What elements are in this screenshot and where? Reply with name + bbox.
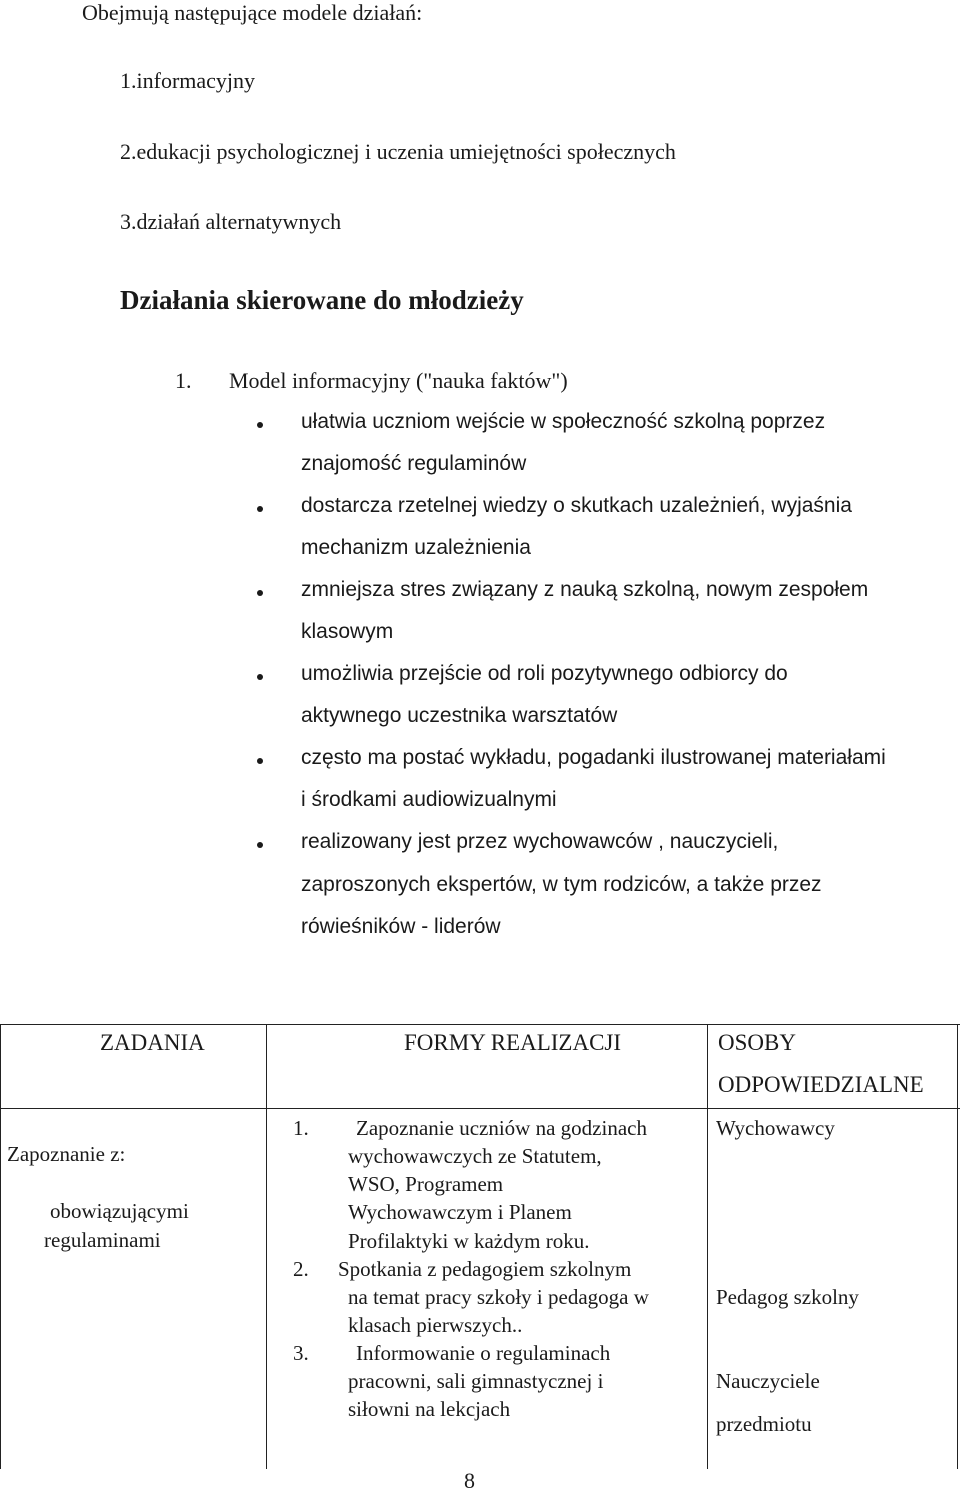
bullet-1-line-2: znajomość regulaminów [301,452,527,475]
table-col-divider-1 [266,1024,267,1469]
table-col-divider-2 [707,1024,708,1469]
form-1-line-1: Zapoznanie uczniów na godzinach [356,1116,647,1140]
table-right-border [957,1024,958,1469]
task-line-2: obowiązującymi [50,1199,189,1223]
header-forms: FORMY REALIZACJI [404,1030,622,1055]
model-item-2: 2.edukacji psychologicznej i uczenia umiejętności społecznych [120,139,676,164]
header-tasks: ZADANIA [100,1030,205,1055]
section-title: Działania skierowane do młodzieży [120,285,524,315]
bullet-dot [257,758,263,764]
bullet-2-line-1: dostarcza rzetelnej wiedzy o skutkach uzależnień, wyjaśnia [301,494,852,517]
bullet-5-line-1: często ma postać wykładu, pogadanki ilustrowanej materiałami [301,746,886,769]
person-3: Nauczyciele [716,1369,820,1393]
header-persons-line2: ODPOWIEDZIALNE [718,1072,924,1097]
bullet-dot [257,674,263,680]
page-number: 8 [464,1468,475,1493]
bullet-4-line-2: aktywnego uczestnika warsztatów [301,704,618,727]
form-1-line-2: wychowawczych ze Statutem, [348,1144,602,1168]
header-persons-line1: OSOBY [718,1030,796,1055]
bullet-1-line-1: ułatwia uczniom wejście w społeczność szkolną poprzez [301,410,826,433]
model-item-3: 3.działań alternatywnych [120,209,342,234]
form-3-number: 3. [293,1341,309,1365]
bullet-dot [257,422,263,428]
table-top-border [0,1024,960,1025]
task-line-1: Zapoznanie z: [7,1142,126,1166]
person-1: Wychowawcy [716,1116,835,1140]
bullet-dot [257,590,263,596]
model1-number: 1. [175,368,192,393]
bullet-dot [257,506,263,512]
model1-title: Model informacyjny ("nauka faktów") [229,368,568,393]
bullet-3-line-2: klasowym [301,620,394,643]
table-left-border [0,1024,1,1469]
form-2-line-3: klasach pierwszych.. [348,1313,523,1337]
form-1-number: 1. [293,1116,309,1140]
form-3-line-2: pracowni, sali gimnastycznej i [348,1369,604,1393]
form-2-number: 2. [293,1257,309,1281]
form-3-line-3: siłowni na lekcjach [348,1397,511,1421]
intro-text: Obejmują następujące modele działań: [82,0,423,25]
form-2-line-1: Spotkania z pedagogiem szkolnym [338,1257,632,1281]
bullet-5-line-2: i środkami audiowizualnymi [301,788,557,811]
bullet-4-line-1: umożliwia przejście od roli pozytywnego odbiorcy do [301,662,788,685]
table-header-divider [0,1108,960,1109]
form-3-line-1: Informowanie o regulaminach [356,1341,611,1365]
person-2: Pedagog szkolny [716,1285,859,1309]
bullet-3-line-1: zmniejsza stres związany z nauką szkolną, nowym zespołem [301,578,869,601]
model-item-1: 1.informacyjny [120,68,256,93]
form-1-line-4: Wychowawczym i Planem [348,1200,572,1224]
bullet-2-line-2: mechanizm uzależnienia [301,536,531,559]
form-1-line-3: WSO, Programem [348,1172,504,1196]
bullet-6-line-2: zaproszonych ekspertów, w tym rodziców, a także przez [301,873,822,896]
form-2-line-2: na temat pracy szkoły i pedagoga w [348,1285,649,1309]
task-line-3: regulaminami [44,1228,161,1252]
person-4: przedmiotu [716,1412,812,1436]
bullet-dot [257,842,263,848]
form-1-line-5: Profilaktyki w każdym roku. [348,1229,590,1253]
bullet-6-line-3: rówieśników - liderów [301,915,501,938]
bullet-6-line-1: realizowany jest przez wychowawców , nauczycieli, [301,830,779,853]
